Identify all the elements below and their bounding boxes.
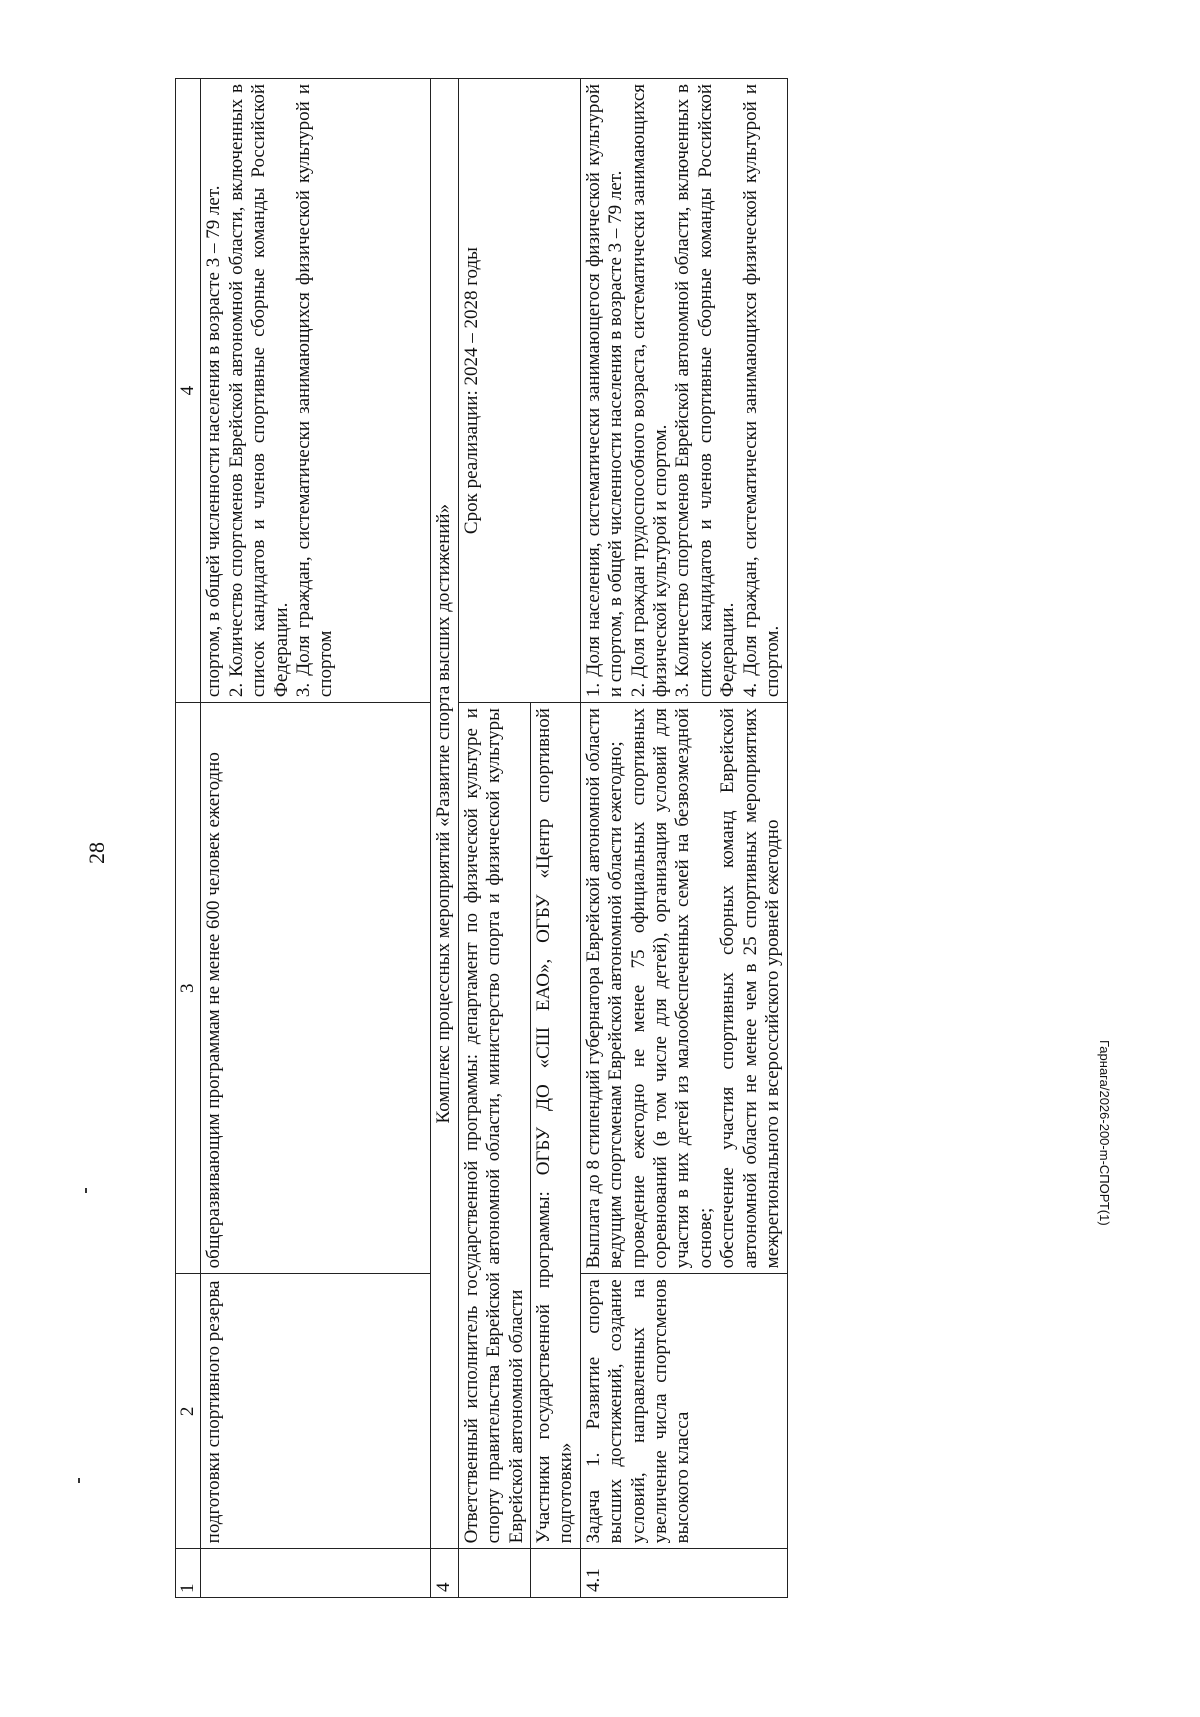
table-cell: подготовки спортивного резерва [201, 1274, 431, 1549]
table-cell [458, 1549, 530, 1598]
header-cell: 2 [176, 1274, 201, 1549]
footer-code: Гарнага/2026-200-m-СПОРТ(1) [1097, 1040, 1112, 1226]
responsible-row [458, 79, 530, 1598]
table-cell: спортом, в общей численности населения в возрасте 3 – 79 лет. 2. Количество спортсменов Еврейской автономной области, включенных в список кандидатов и членов спортивные сборные команды Российской Федерации. 3. Доля граждан, систематически занимающихся физической культурой и спортом [201, 79, 431, 703]
table-row [201, 79, 431, 1598]
task-indicators: 1. Доля населения, систематически занимающегося физической культурой и спортом, в общей численности населения в возрасте 3 – 79 лет. 2. Доля граждан трудоспособного возраста, систематически занимающихся физической культурой и спортом. 3. Количество спортсменов Еврейской автономной области, включенных в список кандидатов и членов спортивные сборные команды Российской Федерации. 4. Доля граждан, систематически занимающихся физической культурой и спортом. [580, 79, 787, 703]
header-cell: 3 [176, 703, 201, 1274]
section-title: Комплекс процессных мероприятий «Развитие спорта высших достижений» [431, 79, 458, 1549]
header-cell: 1 [176, 1549, 201, 1598]
section-number: 4 [431, 1549, 458, 1598]
section-row [431, 79, 458, 1598]
table-cell [201, 1549, 431, 1598]
participants-text: Участники государственной программы: ОГБУ ДО «СШ ЕАО», ОГБУ «Центр спортивной подготовки» [531, 703, 581, 1549]
program-table [175, 78, 788, 1598]
table-cell: общеразвивающим программам не менее 600 человек ежегодно [201, 703, 431, 1274]
task-number: 4.1 [580, 1549, 787, 1598]
scan-artifact [78, 1478, 80, 1483]
implementation-term: Срок реализации: 2024 – 2028 годы [458, 79, 580, 703]
task-measures: Выплата до 8 стипендий губернатора Еврейской автономной области ведущим спортсменам Еврейской автономной области ежегодно; проведение ежегодно не менее 75 официальных спортивных соревнований (в том числе для детей), организация условий для участия в них детей из малообеспеченных семей на безвозмездной основе; обеспечение участия спортивных сборных команд Еврейской автономной области не менее чем в 25 спортивных мероприятиях межрегионального и всероссийского уровней ежегодно [580, 703, 787, 1274]
scan-artifact [85, 1188, 87, 1193]
header-row [176, 79, 201, 1598]
rotated-table-frame [175, 78, 1035, 1598]
table-row [580, 79, 787, 1598]
responsible-text: Ответственный исполнитель государственной программы: департамент по физической культуре и спорту правительства Еврейской автономной области, министерство спорта и физической культуры Еврейской автономной области [458, 703, 530, 1549]
table-cell [531, 1549, 581, 1598]
page-number: 28 [84, 842, 109, 864]
task-description: Задача 1. Развитие спорта высших достижений, создание условий, направленных на увеличение числа спортсменов высокого класса [580, 1274, 787, 1549]
header-cell: 4 [176, 79, 201, 703]
